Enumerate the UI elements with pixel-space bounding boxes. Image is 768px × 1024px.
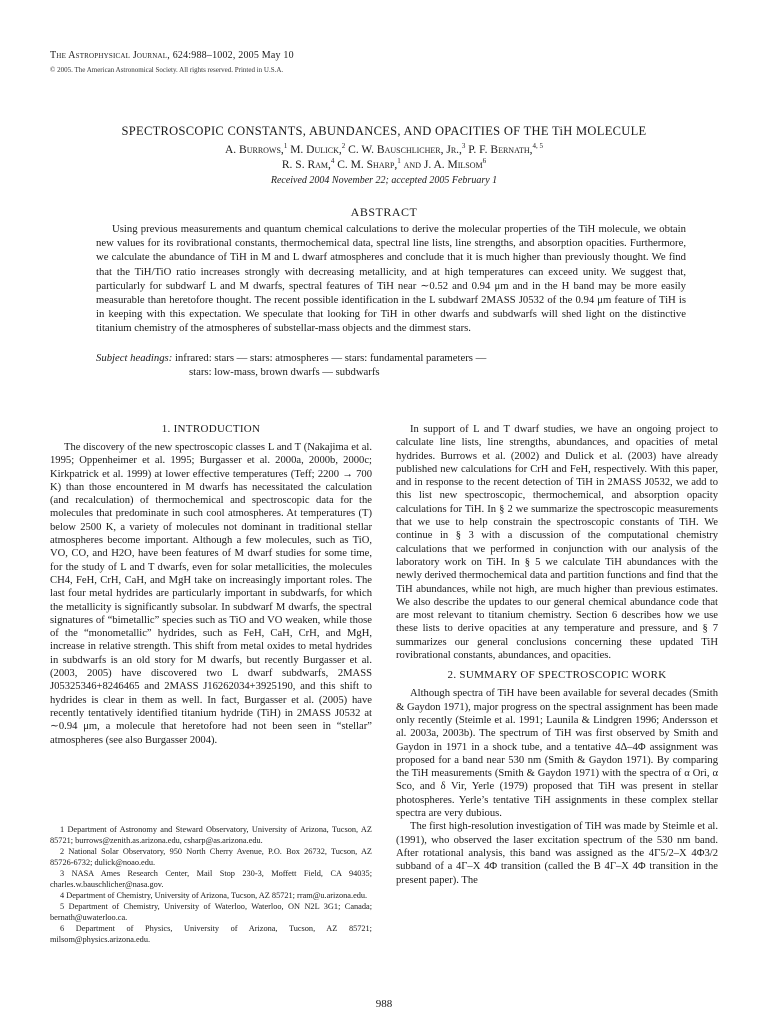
subject-headings-line1: infrared: stars — stars: atmospheres — stars: fundamental parameters — [172,352,487,364]
journal-volume: , 624:988–1002, 2005 May 10 [167,50,294,61]
abstract-text: Using previous measurements and quantum chemical calculations to derive the molecular properties of the TiH molecule, we obtain new values for its rovibrational constants, thermochemical data, spectral line lists, line strengths, and absorption opacities. Furthermore, we calculate the abundance of TiH in M and L dwarf atmospheres and conclude that it is much higher than previously thought. We find that the TiH/TiO ratio increases strongly with decreasing metallicity, and at high temperatures can exceed unity. We suggest that, particularly for subdwarf L and M dwarfs, spectral features of TiH near ∼0.52 and 0.94 μm and in the H band may be more easily measurable than heretofore thought. The recent possible identification in the L subdwarf 2MASS J0532 of the 0.94 μm feature of TiH is in keeping with this expectation. We speculate that looking for TiH in other dwarfs and subdwarfs will shed light on the distinctive titanium chemistry of the atmospheres of substellar-mass objects and the dimmest stars. [96,223,686,335]
left-column [50,423,372,747]
copyright-notice: © 2005. The American Astronomical Society. All rights reserved. Printed in U.S.A. [50,66,284,74]
footnote: 3 NASA Ames Research Center, Mail Stop 230-3, Moffett Field, CA 94035; charles.w.bauschlicher@nasa.gov. [50,869,372,889]
body-paragraph: In support of L and T dwarf studies, we have an ongoing project to calculate line lists, line strengths, abundances, and opacities of metal hydrides. Burrows et al. (2002) and Dulick et al. (2003) have already published new calculations for CrH and FeH, respectively. With this paper, and in response to the recent detection of TiH in 2MASS J0532, we add to this list new spectroscopic, thermochemical, and absorption opacity calculations for TiH. In § 2 we summarize the spectroscopic measurements that we use to help constrain the spectroscopic constants of TiH. We continue in § 3 with a discussion of the computational chemistry calculations that we performed in conjunction with our analysis of the laboratory work on TiH. In § 5 we calculate TiH abundances with the newly derived thermochemical data and partition functions and find that the TiH abundances, while not high, are much higher than previous estimates. We also describe the updates to our general chemical abundance code that are most relevant to titanium chemistry. Section 6 describes how we use these lists to derive opacities at any temperature and pressure, and § 7 summarizes our general conclusions concerning these updated TiH rovibrational constants, abundances, and opacities. [396,424,718,662]
journal-name: The Astrophysical Journal [50,50,168,61]
footnote: 5 Department of Chemistry, University of Waterloo, Waterloo, ON N2L 3G1; Canada; bernath@uwaterloo.ca. [50,902,372,922]
journal-citation [50,50,294,61]
subject-headings [96,351,696,379]
body-paragraph: Although spectra of TiH have been available for several decades (Smith & Gaydon 1971), major progress on the spectral assignment has been made only recently (Steimle et al. 1991; Launila & Lindgren 1996; Andersson et al. 2003a, 2003b). The spectrum of TiH was first observed by Smith and Gaydon in 1971 in a shock tube, and a tentative 4Δ–4Φ assignment was proposed for a band near 530 nm (Smith & Gaydon 1971). By comparing the TiH measurements (Smith & Gaydon 1971) with the spectra of α Ori, α Sco, and δ Vir, Yerle (1979) proposed that TiH was present in stellar photospheres. Yerle’s tentative TiH assignments in these complex stellar spectra are very dubious. [396,688,718,820]
page-number: 988 [375,998,393,1010]
body-paragraph: The first high-resolution investigation of TiH was made by Steimle et al. (1991), who observed the laser excitation spectrum of the 530 nm band. After rotational analysis, this band was assigned as the 4Γ5/2–X 4Φ3/2 subband of a 4Γ–X 4Φ transition (called the B 4Γ–X 4Φ transition in the present paper). The [396,821,718,886]
footnote: 6 Department of Physics, University of Arizona, Tucson, AZ 85721; milsom@physics.arizona.edu. [50,924,372,944]
footnotes [50,824,372,945]
abstract-heading: ABSTRACT [350,205,418,219]
received-dates: Received 2004 November 22; accepted 2005 February 1 [270,175,498,186]
section-heading-introduction: 1. INTRODUCTION [161,423,261,435]
footnote: 2 National Solar Observatory, 950 North Cherry Avenue, P.O. Box 26732, Tucson, AZ 85726-6732; dulick@noao.edu. [50,847,372,867]
right-column [396,423,718,887]
section-heading-spectroscopic-work: 2. SUMMARY OF SPECTROSCOPIC WORK [447,669,667,682]
introduction-paragraph: The discovery of the new spectroscopic classes L and T (Nakajima et al. 1995; Oppenheimer et al. 1995; Burgasser et al. 2000a, 2000b, 2000c; Kirkpatrick et al. 1999) at lower effective temperatures (Teff; 2200 → 700 K) than those encountered in M dwarfs has necessitated the calculation (and recalculation) of thermochemical and spectroscopic data for the molecules that predominate in such cool atmospheres. At temperatures (T) below 2500 K, a variety of molecules not dominant in traditional stellar atmospheres become important. Although a few molecules, such as TiO, VO, CO, and H2O, have been features of M dwarf studies for some time, for the study of L and T dwarfs, even for solar metallicities, the molecules CH4, FeH, CrH, CaH, and MgH take on increasingly important roles. The last four metal hydrides are particularly important in subdwarfs, for which the metallicity is significantly subsolar. In subdwarf M dwarfs, the spectral signatures of “bimetallic” species such as TiO and VO weaken, while those of the “monometallic” hydrides, such as FeH, CaH, CrH, and MgH, increase in relative strength. This shift from metal oxides to metal hydrides in subdwarfs is an old story for M dwarfs, but recently Burgasser et al. (2003, 2005) have discovered two L dwarf subdwarfs, 2MASS J05325346+8246465 and 2MASS J16262034+3925190, and this shift to hydrides is clear in them as well. In fact, Burgasser et al. (2005) have recently tentatively identified titanium hydride (TiH) in 2MASS J0532 at ∼0.94 μm, a molecule that heretofore had not been seen in “stellar” atmospheres (see also Burgasser 2004). [50,442,372,746]
article-title: SPECTROSCOPIC CONSTANTS, ABUNDANCES, AND OPACITIES OF THE TiH MOLECULE [121,124,647,138]
subject-headings-line2: stars: low-mass, brown dwarfs — subdwarfs [189,366,380,378]
author-list: A. Burrows,$^1$ M. Dulick,$^2$ C. W. Bauschlicher, Jr.,$^3$ P. F. Bernath,$^{4, 5}$ R. S. Ram,$^4$ C. M. Sharp,$^1$ and J. A. Milsom$^6$ [224,142,543,171]
footnote: 1 Department of Astronomy and Steward Observatory, University of Arizona, Tucson, AZ 85721; burrows@zenith.as.arizona.edu, csharp@as.arizona.edu. [50,825,372,845]
subject-headings-label: Subject headings: [96,352,173,364]
footnote: 4 Department of Chemistry, University of Arizona, Tucson, AZ 85721; rram@u.arizona.edu. [60,891,368,900]
